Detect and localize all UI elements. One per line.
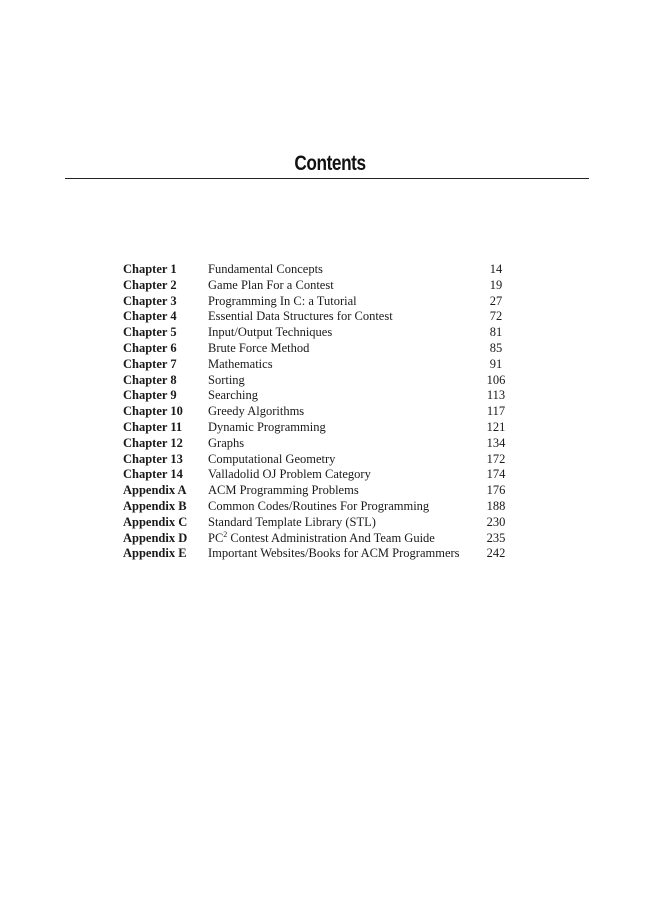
- toc-page-number: 72: [489, 309, 503, 324]
- toc-row-chapter-4[interactable]: [123, 309, 523, 325]
- toc-label: Chapter 6: [123, 340, 177, 355]
- toc-page-number: 176: [486, 483, 506, 498]
- toc-title: Brute Force Method: [208, 340, 310, 355]
- toc-row-appendix-b[interactable]: [123, 499, 523, 515]
- toc-label: Chapter 9: [123, 388, 177, 403]
- toc-title: Game Plan For a Contest: [208, 277, 334, 292]
- toc-row-chapter-2[interactable]: [123, 278, 523, 294]
- toc-page-number: 121: [486, 419, 506, 434]
- toc-row-chapter-8[interactable]: [123, 373, 523, 389]
- toc-title: Greedy Algorithms: [208, 404, 305, 419]
- toc-title-prefix: PC: [208, 530, 224, 545]
- toc-row-chapter-3[interactable]: [123, 294, 523, 310]
- toc-row-chapter-6[interactable]: [123, 341, 523, 357]
- toc-title: Computational Geometry: [208, 451, 336, 466]
- toc-page-number: 81: [489, 325, 503, 340]
- toc-title: Graphs: [208, 435, 245, 450]
- toc-label: Chapter 8: [123, 372, 177, 387]
- toc-label: Chapter 2: [123, 277, 177, 292]
- toc-title: Standard Template Library (STL): [208, 514, 376, 529]
- toc-title: Fundamental Concepts: [208, 262, 323, 276]
- toc-label: Chapter 5: [123, 325, 177, 340]
- toc-row-chapter-1[interactable]: [123, 262, 523, 278]
- toc-row-appendix-d[interactable]: [123, 531, 523, 547]
- toc-title: Searching: [208, 388, 258, 403]
- toc-label: Appendix E: [123, 546, 187, 561]
- toc-page-number: 188: [486, 498, 506, 513]
- toc-title: Programming In C: a Tutorial: [208, 293, 357, 308]
- toc-page-number: 117: [486, 404, 506, 419]
- toc-title: Sorting: [208, 372, 245, 387]
- toc-title: Essential Data Structures for Contest: [208, 309, 393, 324]
- toc-page-number: 14: [489, 262, 503, 276]
- toc-row-appendix-a[interactable]: [123, 483, 523, 499]
- toc-page-number: 106: [486, 372, 506, 387]
- superscript-2: 2: [223, 529, 228, 539]
- page-title: Contents: [294, 152, 366, 175]
- toc-page-number: 230: [486, 514, 506, 529]
- toc-row-chapter-7[interactable]: [123, 357, 523, 373]
- toc-page-number: 242: [486, 546, 506, 561]
- toc-label: Chapter 1: [123, 262, 177, 276]
- toc-row-chapter-11[interactable]: [123, 420, 523, 436]
- toc-title: Mathematics: [208, 356, 273, 371]
- toc-title: Important Websites/Books for ACM Programmers: [208, 546, 460, 561]
- toc-row-chapter-10[interactable]: [123, 404, 523, 420]
- toc-title: Dynamic Programming: [208, 419, 326, 434]
- toc-label: Chapter 4: [123, 309, 177, 324]
- toc-title: Common Codes/Routines For Programming: [208, 498, 430, 513]
- toc-label: Chapter 14: [123, 467, 183, 482]
- toc-row-chapter-12[interactable]: [123, 436, 523, 452]
- toc-row-chapter-9[interactable]: [123, 388, 523, 404]
- toc-label: Chapter 11: [123, 419, 183, 434]
- toc-page-number: 235: [486, 530, 506, 545]
- toc-page-number: 19: [489, 277, 503, 292]
- toc-page-number: 134: [486, 435, 506, 450]
- toc-label: Appendix A: [123, 483, 187, 498]
- toc-title-suffix: Contest Administration And Team Guide: [227, 530, 435, 545]
- toc-label: Chapter 10: [123, 404, 183, 419]
- toc-label: Appendix C: [123, 514, 188, 529]
- toc-page-number: 85: [489, 340, 503, 355]
- toc-title: Valladolid OJ Problem Category: [208, 467, 371, 482]
- toc-row-chapter-5[interactable]: [123, 325, 523, 341]
- toc-page-number: 174: [486, 467, 506, 482]
- toc-page-number: 172: [486, 451, 506, 466]
- toc-page-number: 27: [489, 293, 503, 308]
- toc-title: Input/Output Techniques: [208, 325, 333, 340]
- toc-label: Chapter 13: [123, 451, 183, 466]
- toc-title: ACM Programming Problems: [208, 483, 359, 498]
- toc-title: [208, 531, 470, 547]
- title-divider: [65, 178, 589, 179]
- toc-label: Chapter 12: [123, 435, 183, 450]
- toc-label: Appendix B: [123, 498, 187, 513]
- toc-label: Appendix D: [123, 530, 188, 545]
- toc-page-number: 91: [489, 356, 503, 371]
- toc-row-chapter-13[interactable]: [123, 452, 523, 468]
- toc-row-appendix-e[interactable]: [123, 546, 523, 562]
- toc-row-chapter-14[interactable]: [123, 467, 523, 483]
- toc-page-number: 113: [486, 388, 506, 403]
- toc-label: Chapter 3: [123, 293, 177, 308]
- toc-row-appendix-c[interactable]: [123, 515, 523, 531]
- toc-label: Chapter 7: [123, 356, 177, 371]
- table-of-contents: [123, 262, 523, 562]
